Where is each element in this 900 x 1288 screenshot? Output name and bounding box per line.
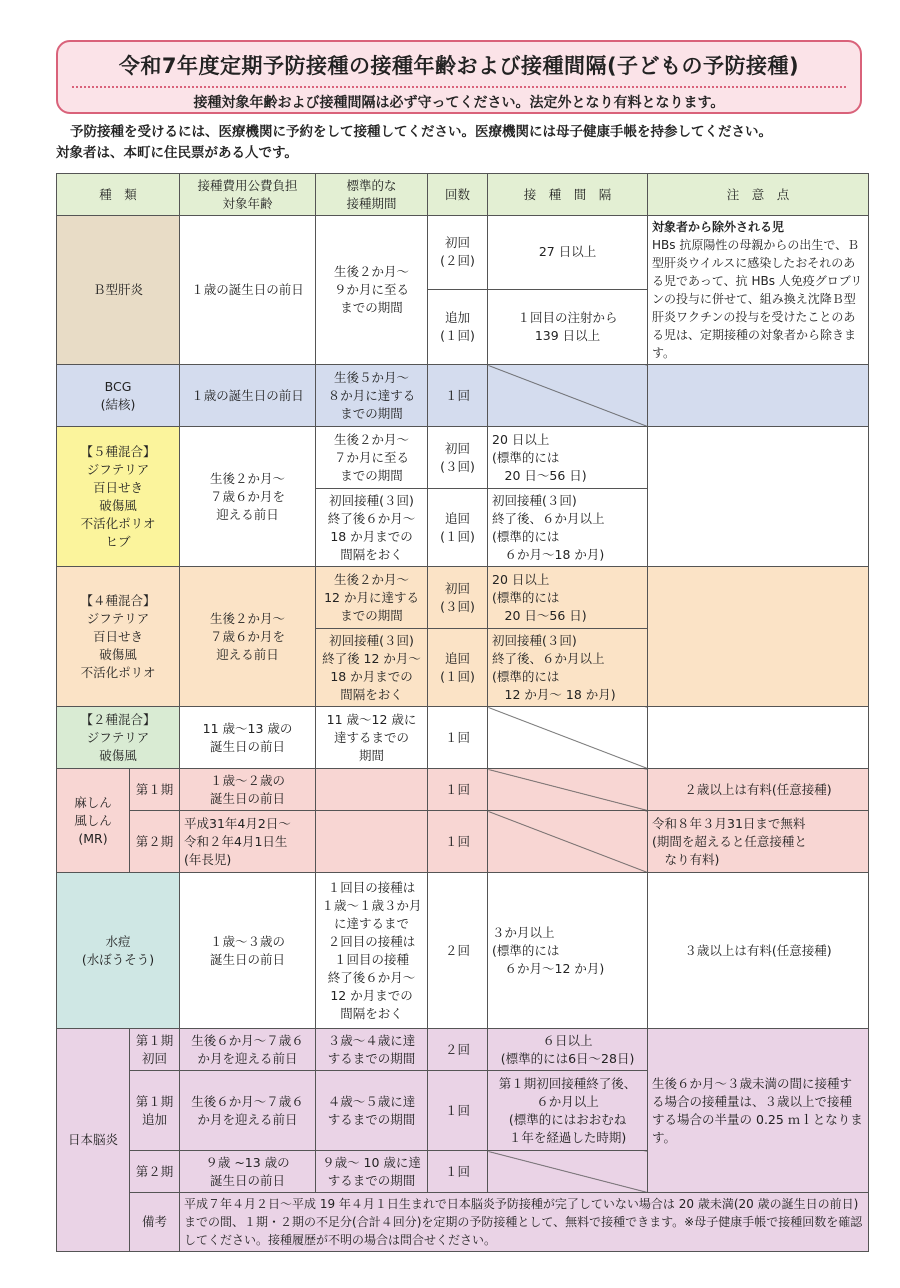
table-row (57, 216, 869, 290)
mr-p2-age: 平成31年4月2日～ 令和２年4月1日生 (年長児) (180, 811, 316, 873)
two-kind-list: ジフテリア 破傷風 (86, 729, 150, 763)
table-row (57, 769, 869, 811)
je-note: 生後６か月～３歳未満の間に接種する場合の接種量は、３歳以上で接種する場合の半量の 0.25 ｍｌとなります。 (648, 1029, 869, 1193)
varicella-age: １歳～３歳の 誕生日の前日 (180, 873, 316, 1029)
five-initial-period: 生後２か月～ ７か月に至る までの期間 (316, 427, 428, 489)
je-p2-period: ９歳～ 10 歳に達 するまでの期間 (316, 1151, 428, 1193)
table-row (57, 1029, 869, 1071)
bcg-age: １歳の誕生日の前日 (180, 365, 316, 427)
two-period: 11 歳～12 歳に 達するまでの 期間 (316, 707, 428, 769)
je-p1b-label: 第１期 追加 (130, 1071, 180, 1151)
bcg-kind: BCG (結核) (57, 365, 180, 427)
header-note: 注 意 点 (648, 174, 869, 216)
table-row (57, 1193, 869, 1252)
header-kind: 種 類 (57, 174, 180, 216)
four-booster-period: 初回接種(３回) 終了後 12 か月～ 18 か月までの 間隔をおく (316, 629, 428, 707)
table-row (57, 873, 869, 1029)
four-note (648, 567, 869, 707)
je-p1i-interval: ６日以上 (標準的には6日～28日) (488, 1029, 648, 1071)
five-kind (57, 427, 180, 567)
hepb-note-heading: 対象者から除外される児 (652, 220, 785, 234)
five-note (648, 427, 869, 567)
intro-line-1: 予防接種を受けるには、医療機関に予約をして接種してください。医療機関には母子健康手帳を持参してください。 (70, 124, 772, 140)
five-kind-list: ジフテリア 百日せき 破傷風 不活化ポリオ ヒブ (80, 461, 156, 549)
mr-p1-note: ２歳以上は有料(任意接種) (648, 769, 869, 811)
je-kind: 日本脳炎 (57, 1029, 130, 1252)
je-remark-label: 備考 (130, 1193, 180, 1252)
je-p1b-age: 生後６か月～７歳６ か月を迎える前日 (180, 1071, 316, 1151)
je-p2-label: 第２期 (130, 1151, 180, 1193)
four-initial-count: 初回 (３回) (428, 567, 488, 629)
four-age: 生後２か月～ ７歳６か月を 迎える前日 (180, 567, 316, 707)
table-row (57, 707, 869, 769)
je-p1b-count: １回 (428, 1071, 488, 1151)
mr-p1-count: １回 (428, 769, 488, 811)
four-kind-list: ジフテリア 百日せき 破傷風 不活化ポリオ (80, 610, 156, 680)
five-booster-period: 初回接種(３回) 終了後６か月～ 18 か月までの 間隔をおく (316, 489, 428, 567)
table-header-row (57, 174, 869, 216)
mr-kind: 麻しん 風しん (MR) (57, 769, 130, 873)
hepb-booster-interval: １回目の注射から 139 日以上 (488, 289, 648, 364)
je-p1b-interval: 第１期初回接種終了後、 ６か月以上 (標準的にはおおむね １年を経過した時期) (488, 1071, 648, 1151)
mr-p2-count: １回 (428, 811, 488, 873)
varicella-period: １回目の接種は １歳～１歳３か月 に達するまで ２回目の接種は １回目の接種 終了後６か月～ 12 か月までの 間隔をおく (316, 873, 428, 1029)
intro-text (56, 122, 868, 164)
header-period-text: 標準的な 接種期間 (346, 177, 397, 211)
intro-line-2: 対象者は、本町に住民票がある人です。 (56, 145, 298, 161)
je-p2-age: ９歳 ~13 歳の 誕生日の前日 (180, 1151, 316, 1193)
four-initial-interval: 20 日以上 (標準的には 20 日～56 日) (488, 567, 648, 629)
hepb-booster-count: 追加 (１回) (428, 289, 488, 364)
five-booster-count: 追回 (１回) (428, 489, 488, 567)
mr-p1-interval-na (488, 769, 648, 811)
page-subtitle: 接種対象年齢および接種間隔は必ず守ってください。法定外となり有料となります。 (193, 95, 725, 111)
je-p2-count: １回 (428, 1151, 488, 1193)
five-booster-interval: 初回接種(３回) 終了後、６か月以上 (標準的には ６か月～18 か月) (488, 489, 648, 567)
two-kind (57, 707, 180, 769)
je-p1i-label: 第１期 初回 (130, 1029, 180, 1071)
mr-p2-label: 第２期 (130, 811, 180, 873)
je-remark: 平成７年４月２日～平成 19 年４月１日生まれで日本脳炎予防接種が完了していない場合は 20 歳未満(20 歳の誕生日の前日)までの間、１期・２期の不足分(合計４回分)を定期の予防接種として、無料で接種できます。※母子健康手帳で接種回数を確認してください。接種履歴が不明の場合は問合せください。 (180, 1193, 869, 1252)
mr-p1-period (316, 769, 428, 811)
two-count: １回 (428, 707, 488, 769)
varicella-interval: ３か月以上 (標準的には ６か月～12 か月) (488, 873, 648, 1029)
bcg-count: １回 (428, 365, 488, 427)
four-kind (57, 567, 180, 707)
vaccination-schedule-table (56, 173, 869, 1252)
je-p1i-period: ３歳～４歳に達 するまでの期間 (316, 1029, 428, 1071)
four-booster-interval: 初回接種(３回) 終了後、６か月以上 (標準的には 12 か月～ 18 か月) (488, 629, 648, 707)
header-age-text: 接種費用公費負担 対象年齢 (197, 177, 298, 211)
table-row (57, 811, 869, 873)
table-row (57, 427, 869, 489)
varicella-kind: 水痘 (水ぼうそう) (57, 873, 180, 1029)
four-kind-head: 【４種混合】 (80, 592, 156, 608)
bcg-interval-na (488, 365, 648, 427)
hepb-note-body: HBs 抗原陽性の母親からの出生で、Ｂ型肝炎ウイルスに感染したおそれのある児であって、抗 HBs 人免疫グロブリンの投与に併せて、組み換え沈降Ｂ型肝炎ワクチンの投与を受けたことのある児は、定期接種の対象者から除きます。 (652, 238, 863, 360)
je-p1b-period: ４歳～５歳に達 するまでの期間 (316, 1071, 428, 1151)
hepb-period: 生後２か月～ ９か月に至る までの期間 (316, 216, 428, 365)
bcg-period: 生後５か月～ ８か月に達する までの期間 (316, 365, 428, 427)
header-period (316, 174, 428, 216)
bcg-note (648, 365, 869, 427)
je-p1i-count: ２回 (428, 1029, 488, 1071)
two-interval-na (488, 707, 648, 769)
five-age: 生後２か月～ ７歳６か月を 迎える前日 (180, 427, 316, 567)
table-row (57, 365, 869, 427)
hepb-initial-count: 初回 (２回) (428, 216, 488, 290)
je-p2-interval-na (488, 1151, 648, 1193)
header-interval: 接 種 間 隔 (488, 174, 648, 216)
two-kind-head: 【２種混合】 (80, 711, 156, 727)
table-row (57, 567, 869, 629)
header-count: 回数 (428, 174, 488, 216)
mr-p1-label: 第１期 (130, 769, 180, 811)
hepb-initial-interval: 27 日以上 (488, 216, 648, 290)
hepb-age: １歳の誕生日の前日 (180, 216, 316, 365)
five-initial-interval: 20 日以上 (標準的には 20 日～56 日) (488, 427, 648, 489)
page-title: 令和7年度定期予防接種の接種年齢および接種間隔(子どもの予防接種) (118, 54, 800, 78)
two-note (648, 707, 869, 769)
je-p1i-age: 生後６か月～７歳６ か月を迎える前日 (180, 1029, 316, 1071)
mr-p1-age: １歳～２歳の 誕生日の前日 (180, 769, 316, 811)
mr-p2-note: 令和８年３月31日まで無料 (期間を超えると任意接種と なり有料) (648, 811, 869, 873)
varicella-note: ３歳以上は有料(任意接種) (648, 873, 869, 1029)
two-age: 11 歳～13 歳の 誕生日の前日 (180, 707, 316, 769)
banner-divider (72, 86, 846, 88)
five-initial-count: 初回 (３回) (428, 427, 488, 489)
header-age (180, 174, 316, 216)
varicella-count: ２回 (428, 873, 488, 1029)
hepb-kind: Ｂ型肝炎 (57, 216, 180, 365)
mr-p2-interval-na (488, 811, 648, 873)
four-booster-count: 追回 (１回) (428, 629, 488, 707)
title-banner (56, 40, 862, 114)
five-kind-head: 【５種混合】 (80, 443, 156, 459)
mr-p2-period (316, 811, 428, 873)
hepb-note (648, 216, 869, 365)
four-initial-period: 生後２か月～ 12 か月に達する までの期間 (316, 567, 428, 629)
